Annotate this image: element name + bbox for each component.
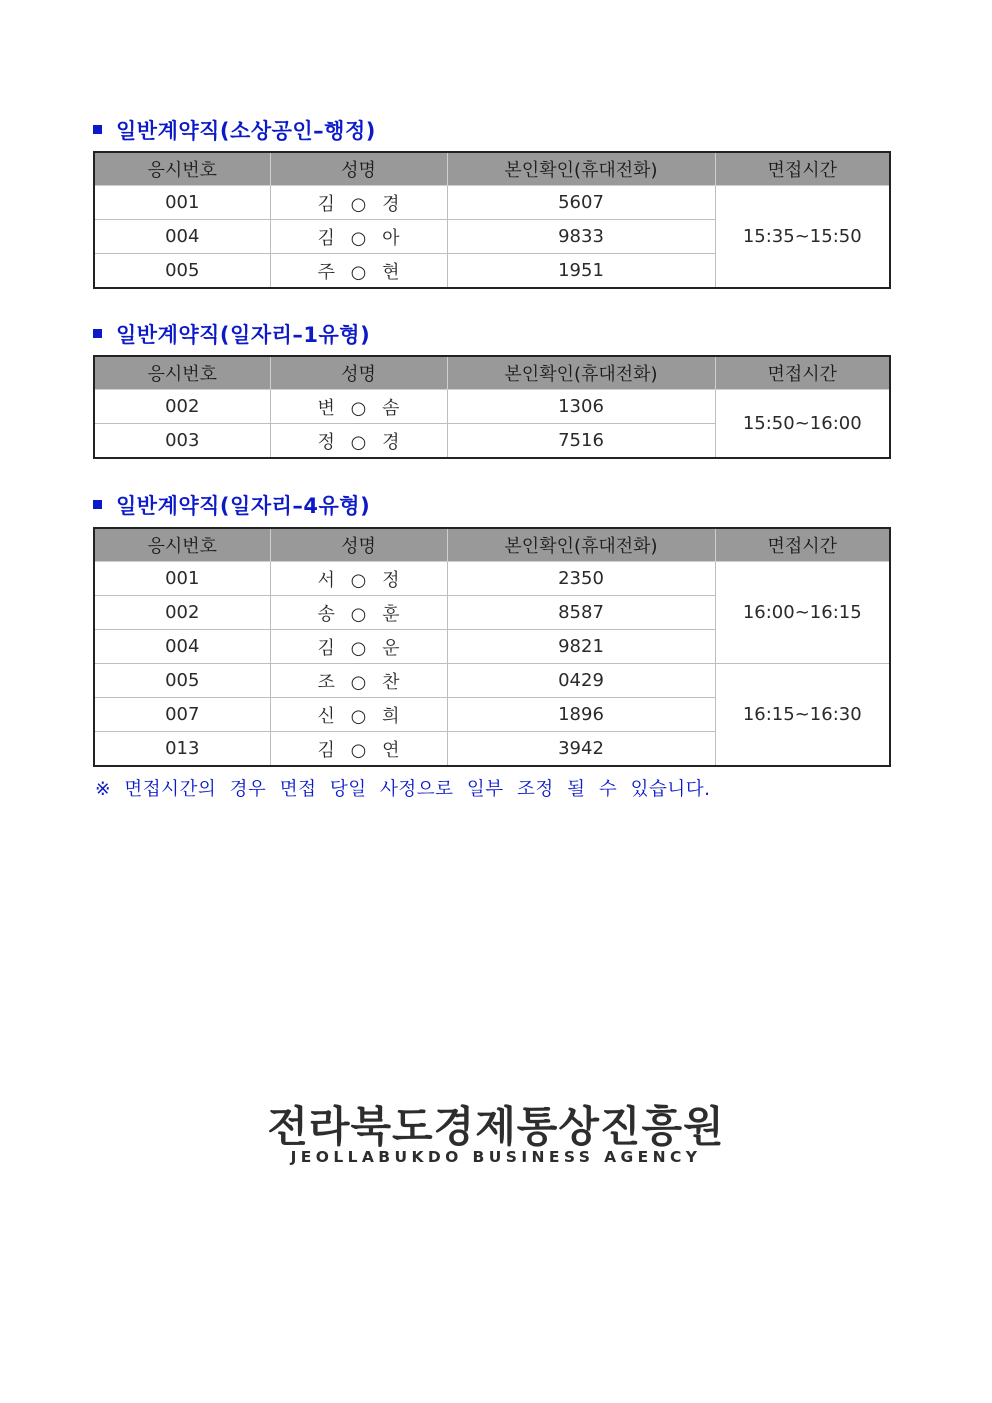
applicant-no: 001: [94, 186, 270, 220]
table-row: [94, 186, 890, 220]
header-time: 면접시간: [715, 152, 890, 186]
applicant-no: 005: [94, 254, 270, 289]
phone-digits: 7516: [447, 424, 715, 459]
applicant-no: 005: [94, 664, 270, 698]
applicant-name: 김 ○ 경: [270, 186, 447, 220]
section-title-text: 일반계약직(일자리–4유형): [116, 494, 371, 518]
applicant-name: 주 ○ 현: [270, 254, 447, 289]
phone-digits: 9833: [447, 220, 715, 254]
section-title-2: [93, 319, 370, 349]
table-header-row: [94, 152, 890, 186]
applicant-name: 정 ○ 경: [270, 424, 447, 459]
table-header-row: [94, 356, 890, 390]
phone-digits: 2350: [447, 562, 715, 596]
phone-digits: 0429: [447, 664, 715, 698]
header-applicant-no: 응시번호: [94, 528, 270, 562]
applicant-no: 004: [94, 630, 270, 664]
schedule-table-3: [93, 527, 891, 767]
phone-digits: 1306: [447, 390, 715, 424]
square-bullet-icon: [93, 500, 102, 509]
interview-time: 16:15~16:30: [715, 664, 890, 767]
phone-digits: 3942: [447, 732, 715, 767]
header-applicant-no: 응시번호: [94, 356, 270, 390]
applicant-no: 001: [94, 562, 270, 596]
square-bullet-icon: [93, 125, 102, 134]
applicant-name: 김 ○ 연: [270, 732, 447, 767]
header-time: 면접시간: [715, 356, 890, 390]
applicant-no: 002: [94, 596, 270, 630]
header-time: 면접시간: [715, 528, 890, 562]
section-title-3: [93, 490, 370, 520]
applicant-name: 신 ○ 희: [270, 698, 447, 732]
applicant-name: 송 ○ 훈: [270, 596, 447, 630]
applicant-name: 변 ○ 솜: [270, 390, 447, 424]
applicant-name: 김 ○ 아: [270, 220, 447, 254]
applicant-no: 004: [94, 220, 270, 254]
interview-time: 16:00~16:15: [715, 562, 890, 664]
applicant-name: 조 ○ 찬: [270, 664, 447, 698]
header-name: 성명: [270, 356, 447, 390]
agency-logo-english: JEOLLABUKDO BUSINESS AGENCY: [290, 1148, 702, 1166]
header-name: 성명: [270, 152, 447, 186]
phone-digits: 1896: [447, 698, 715, 732]
table-row: [94, 664, 890, 698]
phone-digits: 5607: [447, 186, 715, 220]
table-row: [94, 390, 890, 424]
phone-digits: 9821: [447, 630, 715, 664]
applicant-no: 002: [94, 390, 270, 424]
square-bullet-icon: [93, 329, 102, 338]
header-phone: 본인확인(휴대전화): [447, 152, 715, 186]
section-title-text: 일반계약직(소상공인–행정): [116, 119, 376, 143]
header-phone: 본인확인(휴대전화): [447, 528, 715, 562]
agency-logo-korean: 전라북도경제통상진흥원: [267, 1102, 725, 1151]
table-row: [94, 562, 890, 596]
interview-time: 15:50~16:00: [715, 390, 890, 459]
schedule-note: ※ 면접시간의 경우 면접 당일 사정으로 일부 조정 될 수 있습니다.: [95, 779, 711, 800]
section-title-1: [93, 115, 376, 145]
header-applicant-no: 응시번호: [94, 152, 270, 186]
interview-time: 15:35~15:50: [715, 186, 890, 289]
applicant-name: 서 ○ 정: [270, 562, 447, 596]
table-header-row: [94, 528, 890, 562]
schedule-table-2: [93, 355, 891, 459]
phone-digits: 8587: [447, 596, 715, 630]
phone-digits: 1951: [447, 254, 715, 289]
schedule-table-1: [93, 151, 891, 289]
applicant-no: 007: [94, 698, 270, 732]
section-title-text: 일반계약직(일자리–1유형): [116, 323, 371, 347]
applicant-no: 013: [94, 732, 270, 767]
header-name: 성명: [270, 528, 447, 562]
applicant-no: 003: [94, 424, 270, 459]
header-phone: 본인확인(휴대전화): [447, 356, 715, 390]
applicant-name: 김 ○ 운: [270, 630, 447, 664]
